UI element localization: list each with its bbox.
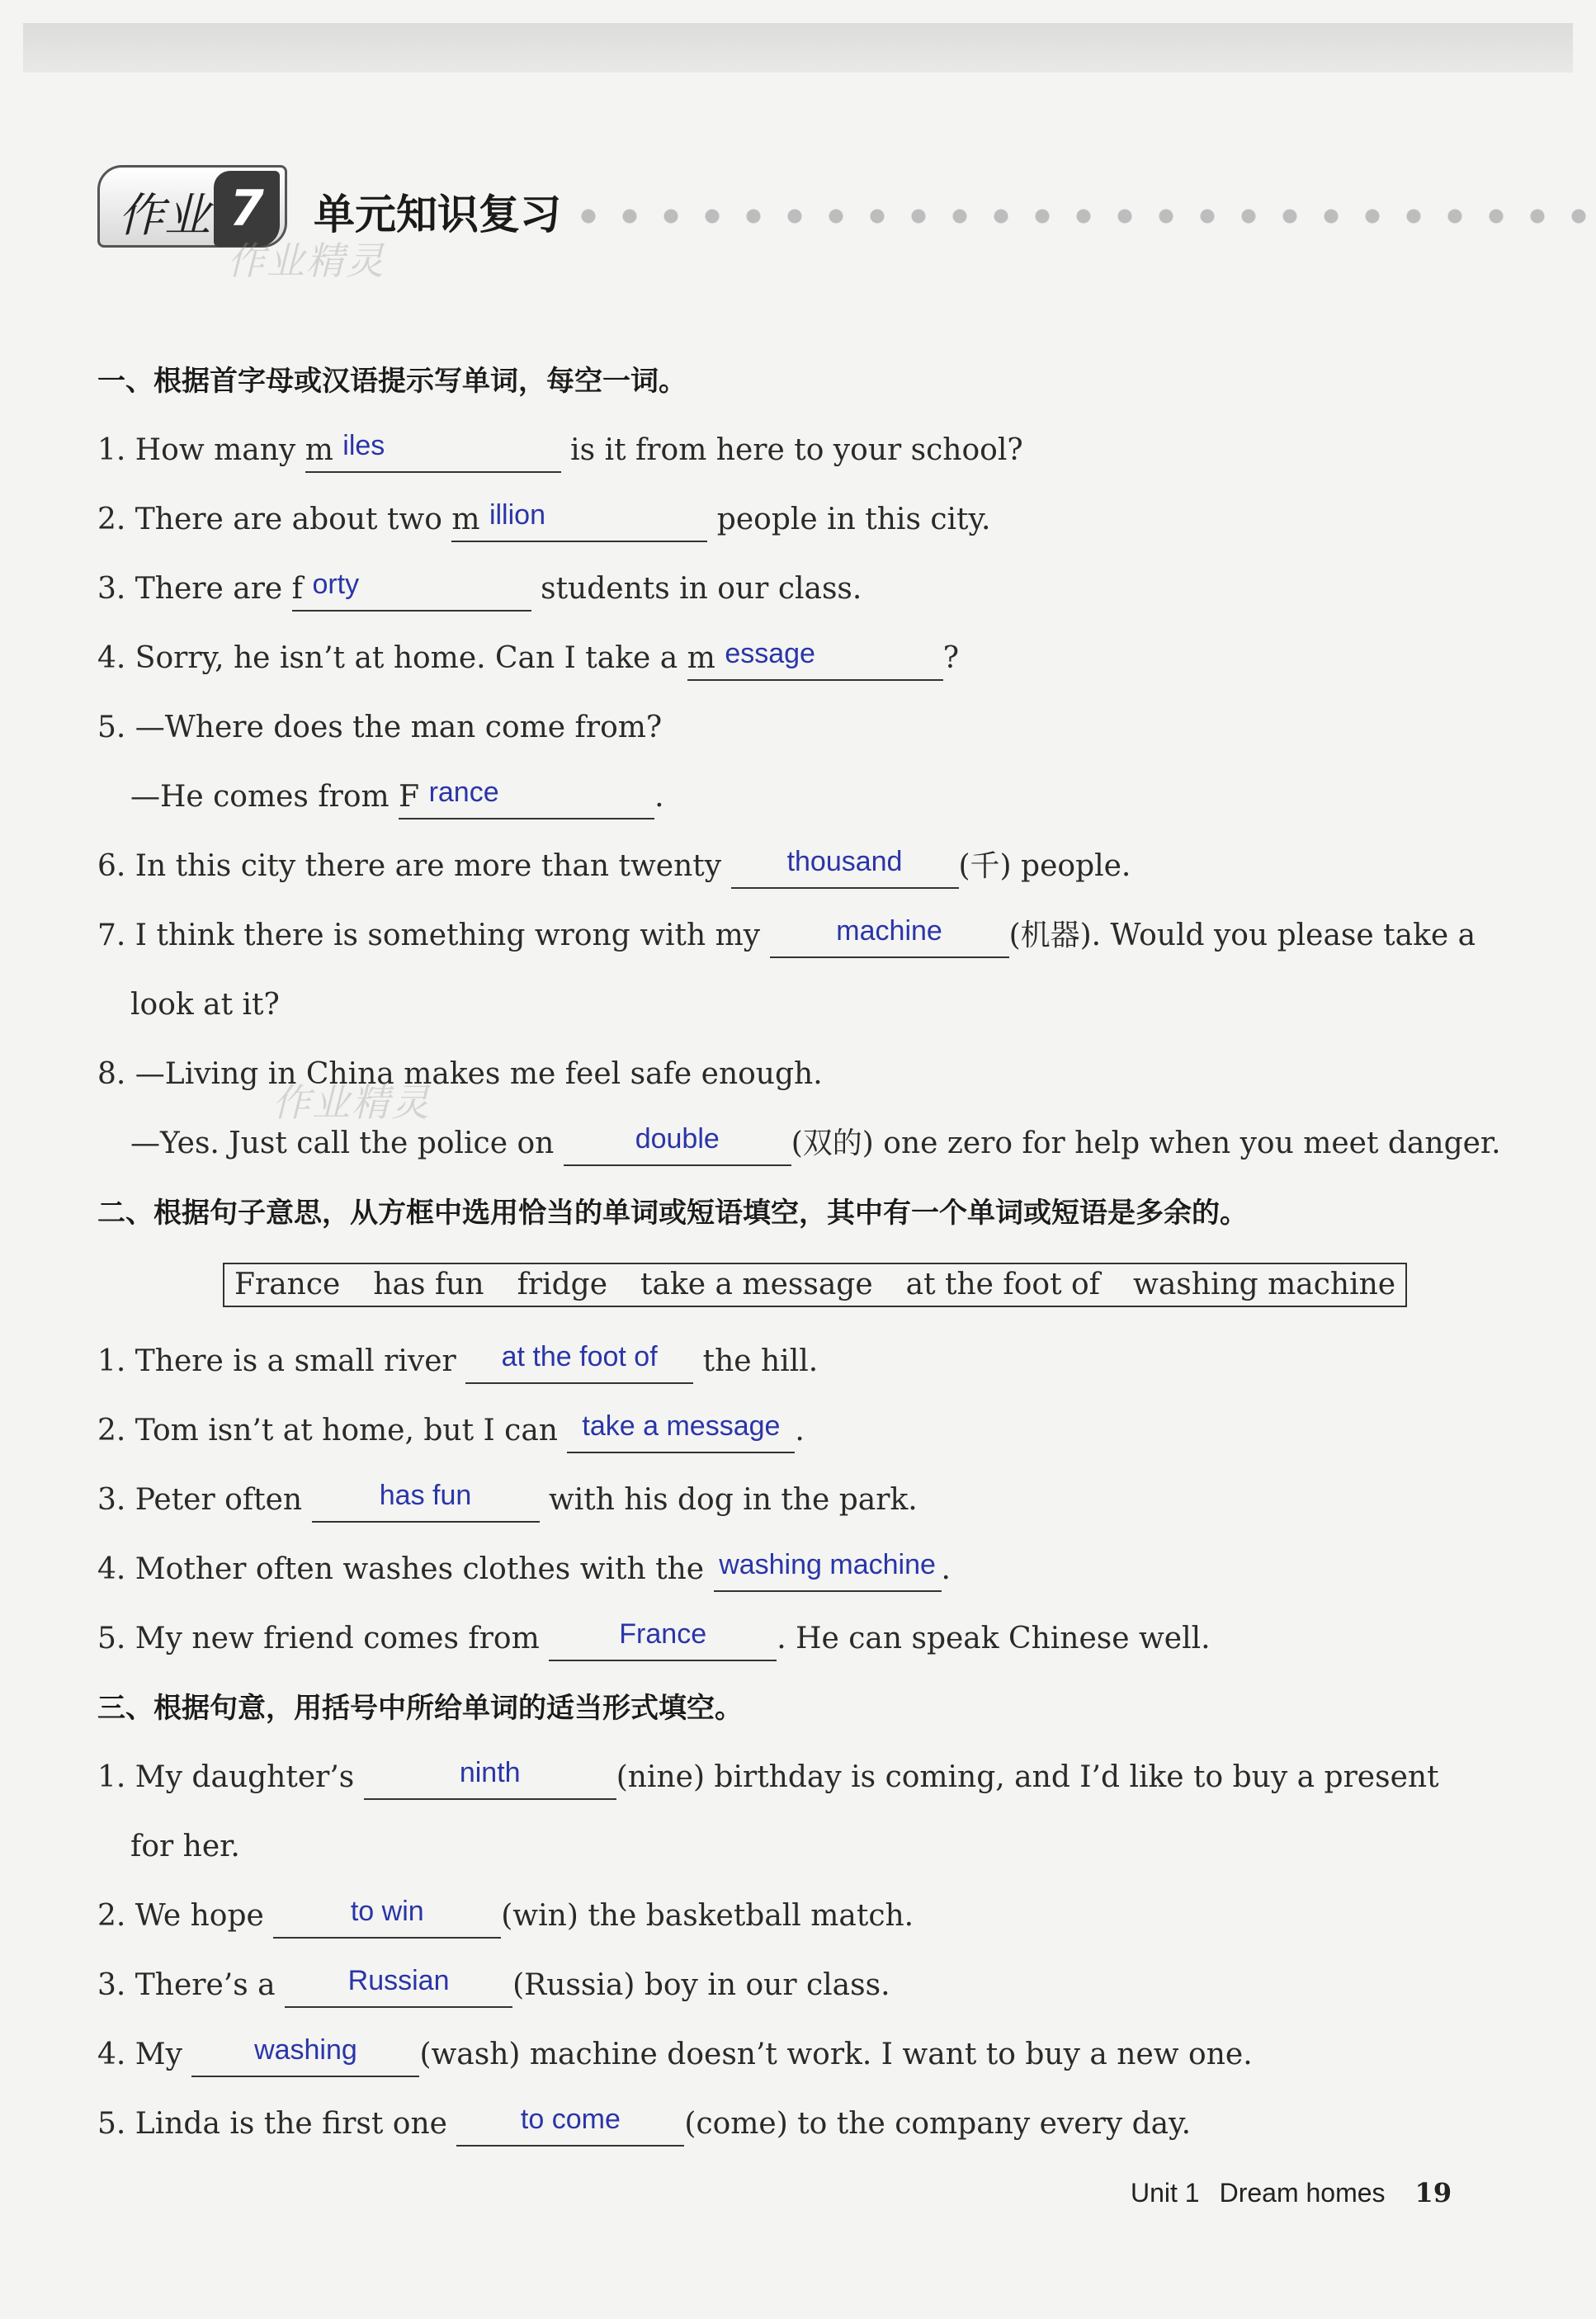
question-2-4: [97, 1535, 1517, 1604]
worksheet-content: [97, 347, 1517, 2159]
answer-blank[interactable]: [292, 569, 531, 612]
answer-blank[interactable]: [305, 430, 561, 473]
question-3-4: [97, 2020, 1517, 2090]
question-text: —Yes. Just call the police on: [130, 1126, 564, 1160]
word-bank-item: washing machine: [1133, 1268, 1396, 1301]
initial-letter: f: [291, 572, 303, 606]
handwritten-answer: illion: [489, 499, 545, 531]
handwritten-answer: to come: [520, 2104, 621, 2135]
question-text: students in our class.: [531, 572, 862, 606]
answer-blank[interactable]: [273, 1896, 501, 1939]
word-bank-item: has fun: [373, 1268, 484, 1301]
question-text: 6. In this city there are more than twenty: [97, 849, 731, 883]
question-3-5: [97, 2090, 1517, 2159]
handwritten-answer: thousand: [786, 846, 903, 877]
question-2-2: [97, 1396, 1517, 1466]
answer-blank[interactable]: [285, 1965, 512, 2008]
question-3-2: [97, 1882, 1517, 1951]
handwritten-answer: Russian: [347, 1965, 450, 1996]
handwritten-answer: ninth: [459, 1757, 521, 1788]
answer-blank[interactable]: [731, 846, 959, 889]
question-3-1b: for her.: [130, 1830, 240, 1863]
question-1-8b: [97, 1109, 1517, 1178]
answer-blank[interactable]: [564, 1123, 791, 1166]
question-text: (Russia) boy in our class.: [512, 1968, 890, 2002]
word-bank: [223, 1263, 1407, 1307]
footer-unit-title: Dream homes: [1219, 2178, 1386, 2208]
initial-letter: m: [305, 433, 333, 467]
handwritten-answer: France: [619, 1618, 707, 1650]
initial-letter: m: [451, 503, 480, 536]
handwritten-answer: double: [635, 1123, 720, 1155]
question-text: (win) the basketball match.: [501, 1899, 914, 1933]
question-text: 4. Mother often washes clothes with the: [97, 1552, 714, 1586]
question-text: 1. How many: [97, 433, 305, 467]
section-1-title: 一、根据首字母或汉语提示写单词，每空一词。: [97, 365, 687, 398]
question-text: 2. There are about two: [97, 503, 452, 536]
question-3-3: [97, 1951, 1517, 2020]
footer-unit: Unit 1: [1131, 2178, 1200, 2208]
question-text: with his dog in the park.: [539, 1483, 918, 1517]
question-1-7: [97, 901, 1517, 971]
word-bank-item: take a message: [640, 1268, 873, 1301]
handwritten-answer: to win: [350, 1896, 424, 1927]
question-text: (nine) birthday is coming, and I’d like to buy a present: [616, 1760, 1439, 1794]
word-bank-item: at the foot of: [905, 1268, 1100, 1301]
answer-blank[interactable]: [364, 1757, 616, 1800]
question-text: (come) to the company every day.: [684, 2107, 1192, 2141]
question-text: 4. Sorry, he isn’t at home. Can I take a: [97, 641, 687, 675]
question-1-6: [97, 832, 1517, 901]
question-1-2: [97, 485, 1517, 555]
page-title: 单元知识复习: [314, 191, 561, 239]
section-2-title: 二、根据句子意思，从方框中选用恰当的单词或短语填空，其中有一个单词或短语是多余的。: [97, 1197, 1248, 1230]
question-text: 3. There’s a: [97, 1968, 286, 2002]
question-2-1: [97, 1327, 1517, 1396]
handwritten-answer: iles: [342, 430, 385, 461]
question-1-1: [97, 416, 1517, 485]
handwritten-answer: has fun: [379, 1480, 472, 1511]
answer-blank[interactable]: [567, 1410, 795, 1453]
answer-blank[interactable]: [399, 777, 654, 819]
word-bank-item: France: [234, 1268, 341, 1301]
question-text: the hill.: [693, 1344, 819, 1378]
initial-letter: m: [687, 641, 715, 675]
question-2-3: [97, 1466, 1517, 1535]
question-1-5b: [97, 763, 1517, 832]
question-text: 5. Linda is the first one: [97, 2107, 457, 2141]
question-3-1: [97, 1743, 1517, 1812]
section-3-title: 三、根据句意，用括号中所给单词的适当形式填空。: [97, 1692, 743, 1725]
answer-blank[interactable]: [687, 638, 943, 681]
answer-blank[interactable]: [451, 499, 707, 542]
question-text: (wash) machine doesn’t work. I want to buy a new one.: [419, 2038, 1253, 2071]
question-text: .: [795, 1414, 805, 1448]
handwritten-answer: washing machine: [719, 1549, 936, 1580]
watermark: 作业精灵: [272, 1080, 431, 1125]
question-text: .: [654, 780, 664, 814]
question-text: 5. My new friend comes from: [97, 1622, 550, 1655]
answer-blank[interactable]: [714, 1549, 942, 1592]
question-text: is it from here to your school?: [560, 433, 1023, 467]
question-text: 1. My daughter’s: [97, 1760, 364, 1794]
page-footer: [1131, 2177, 1452, 2208]
homework-tab-label: 作业: [118, 189, 210, 243]
question-text: 3. There are: [97, 572, 292, 606]
question-1-4: [97, 624, 1517, 693]
question-text: 1. There is a small river: [97, 1344, 466, 1378]
scan-top-bar: [23, 23, 1573, 73]
question-1-8a: 8. —Living in China makes me feel safe enough.: [97, 1057, 823, 1091]
answer-blank[interactable]: [191, 2034, 419, 2077]
handwritten-answer: take a message: [582, 1410, 781, 1442]
watermark: 作业精灵: [227, 239, 385, 283]
homework-number: 7: [214, 171, 280, 247]
answer-blank[interactable]: [465, 1341, 693, 1384]
question-1-5a: 5. —Where does the man come from?: [97, 711, 663, 744]
question-1-7b: look at it?: [130, 988, 280, 1022]
handwritten-answer: essage: [725, 638, 815, 669]
question-text: . He can speak Chinese well.: [777, 1622, 1211, 1655]
handwritten-answer: at the foot of: [501, 1341, 658, 1372]
question-text: .: [941, 1552, 951, 1586]
question-text: 7. I think there is something wrong with my: [97, 919, 770, 952]
handwritten-answer: washing: [254, 2034, 357, 2066]
handwritten-answer: machine: [836, 915, 942, 947]
question-text: 3. Peter often: [97, 1483, 312, 1517]
decorative-dots: [568, 208, 1591, 224]
question-text: (千) people.: [958, 849, 1131, 883]
handwritten-answer: orty: [312, 569, 360, 600]
question-text: 2. Tom isn’t at home, but I can: [97, 1414, 568, 1448]
page-number: 19: [1414, 2177, 1452, 2208]
question-text: people in this city.: [707, 503, 991, 536]
handwritten-answer: rance: [428, 777, 499, 808]
question-text: —He comes from: [130, 780, 399, 814]
question-2-5: [97, 1604, 1517, 1674]
question-text: (双的) one zero for help when you meet danger.: [791, 1126, 1501, 1160]
answer-blank[interactable]: [312, 1480, 540, 1523]
word-bank-item: fridge: [517, 1268, 608, 1301]
question-text: 2. We hope: [97, 1899, 274, 1933]
answer-blank[interactable]: [456, 2104, 684, 2147]
answer-blank[interactable]: [770, 915, 1009, 958]
question-1-3: [97, 555, 1517, 624]
question-text: ?: [942, 641, 960, 675]
question-text: (机器). Would you please take a: [1008, 919, 1476, 952]
question-text: 4. My: [97, 2038, 192, 2071]
answer-blank[interactable]: [549, 1618, 777, 1661]
initial-letter: F: [399, 780, 420, 814]
